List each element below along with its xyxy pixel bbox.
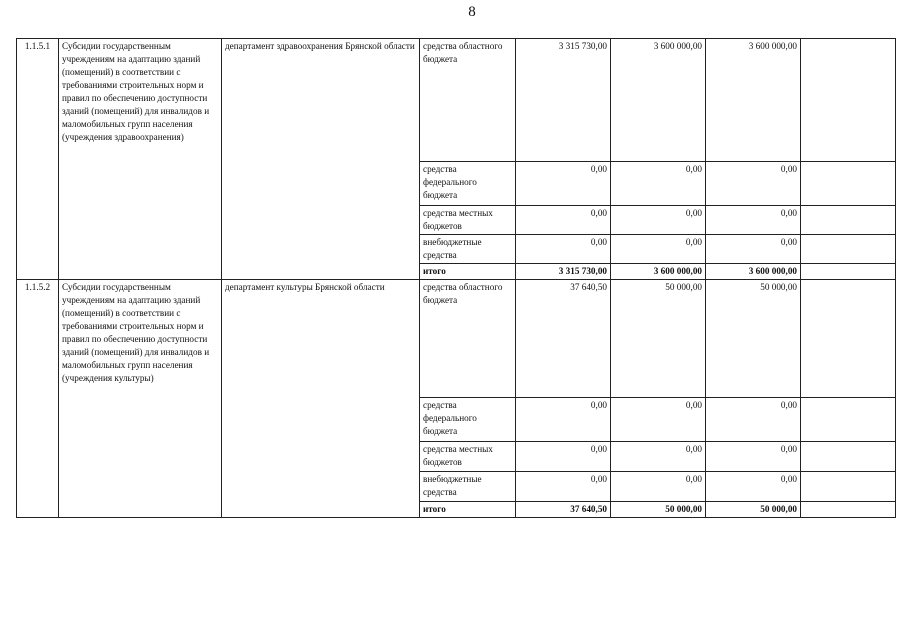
total-amount — [801, 502, 896, 518]
amount-cell: 0,00 — [611, 162, 706, 206]
total-amount — [801, 264, 896, 280]
amount-cell: 0,00 — [611, 472, 706, 502]
activity-code: 1.1.5.1 — [17, 39, 59, 280]
amount-cell: 0,00 — [706, 472, 801, 502]
funding-source-label: средства областного бюджета — [420, 39, 516, 162]
amount-cell: 0,00 — [706, 162, 801, 206]
amount-cell: 0,00 — [706, 235, 801, 264]
amount-cell: 3 600 000,00 — [706, 39, 801, 162]
table-row — [17, 280, 896, 398]
amount-cell: 0,00 — [516, 472, 611, 502]
amount-cell — [801, 442, 896, 472]
activity-executor: департамент здравоохранения Брянской области — [222, 39, 420, 280]
amount-cell: 50 000,00 — [611, 280, 706, 398]
amount-cell: 3 600 000,00 — [611, 39, 706, 162]
amount-cell: 0,00 — [611, 398, 706, 442]
activity-code: 1.1.5.2 — [17, 280, 59, 518]
funding-source-label: средства федерального бюджета — [420, 398, 516, 442]
total-label: итого — [420, 264, 516, 280]
amount-cell: 0,00 — [611, 442, 706, 472]
total-label: итого — [420, 502, 516, 518]
amount-cell: 0,00 — [611, 235, 706, 264]
activity-name: Субсидии государственным учреждениям на адаптацию зданий (помещений) в соответствии с требованиями строительных норм и правил по обеспечению доступности зданий (помещений) для инвалидов и маломобильных групп населения (учреждения культуры) — [59, 280, 222, 518]
amount-cell: 0,00 — [516, 162, 611, 206]
amount-cell — [801, 472, 896, 502]
amount-cell — [801, 162, 896, 206]
amount-cell — [801, 39, 896, 162]
amount-cell: 0,00 — [706, 398, 801, 442]
amount-cell: 0,00 — [516, 206, 611, 235]
activity-name: Субсидии государственным учреждениям на адаптацию зданий (помещений) в соответствии с требованиями строительных норм и правил по обеспечению доступности зданий (помещений) для инвалидов и маломобильных групп населения (учреждения здравоохранения) — [59, 39, 222, 280]
total-amount: 3 600 000,00 — [706, 264, 801, 280]
total-amount: 37 640,50 — [516, 502, 611, 518]
total-amount: 50 000,00 — [611, 502, 706, 518]
amount-cell: 0,00 — [516, 398, 611, 442]
amount-cell — [801, 280, 896, 398]
funding-source-label: средства федерального бюджета — [420, 162, 516, 206]
amount-cell: 0,00 — [516, 235, 611, 264]
amount-cell: 3 315 730,00 — [516, 39, 611, 162]
total-amount: 50 000,00 — [706, 502, 801, 518]
amount-cell: 37 640,50 — [516, 280, 611, 398]
page-number: 8 — [468, 4, 476, 20]
funding-source-label: средства местных бюджетов — [420, 206, 516, 235]
amount-cell: 0,00 — [611, 206, 706, 235]
budget-table — [16, 38, 896, 518]
amount-cell: 0,00 — [706, 206, 801, 235]
funding-source-label: внебюджетные средства — [420, 472, 516, 502]
amount-cell — [801, 206, 896, 235]
total-amount: 3 600 000,00 — [611, 264, 706, 280]
funding-source-label: средства местных бюджетов — [420, 442, 516, 472]
amount-cell: 0,00 — [516, 442, 611, 472]
amount-cell — [801, 398, 896, 442]
total-amount: 3 315 730,00 — [516, 264, 611, 280]
amount-cell: 0,00 — [706, 442, 801, 472]
table-row — [17, 39, 896, 162]
amount-cell: 50 000,00 — [706, 280, 801, 398]
amount-cell — [801, 235, 896, 264]
funding-source-label: средства областного бюджета — [420, 280, 516, 398]
activity-executor: департамент культуры Брянской области — [222, 280, 420, 518]
funding-source-label: внебюджетные средства — [420, 235, 516, 264]
